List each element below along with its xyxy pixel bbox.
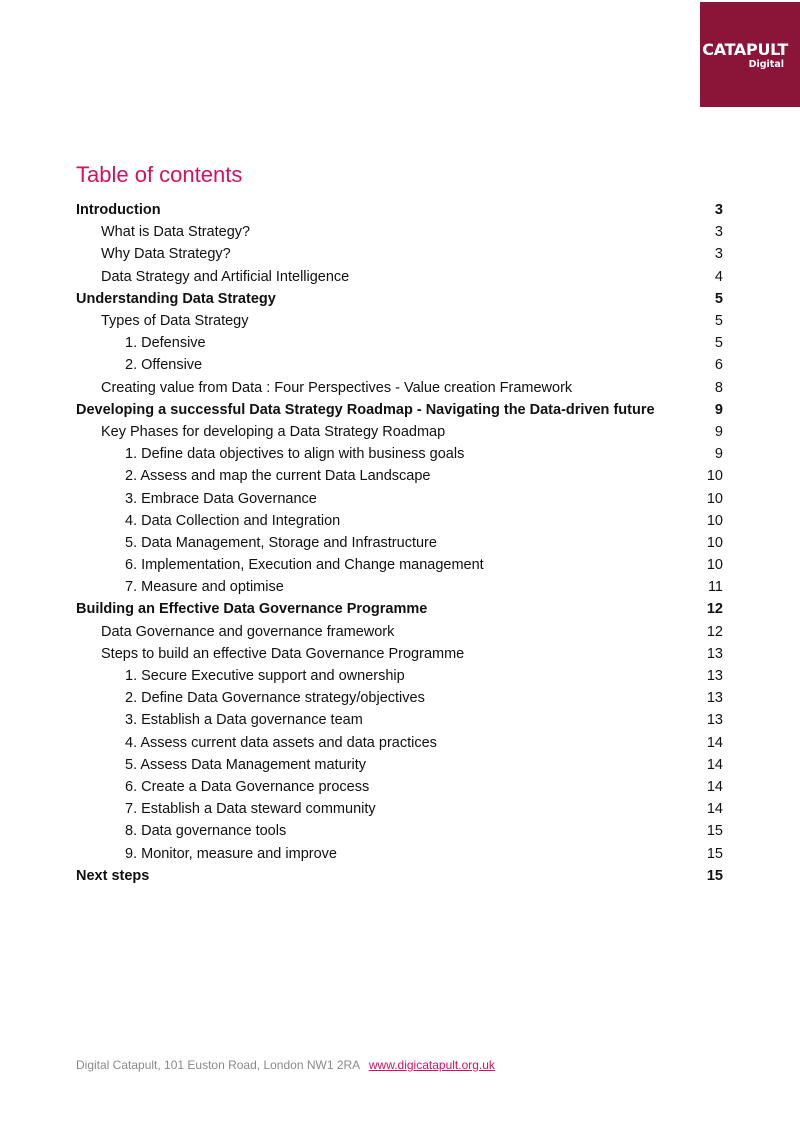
toc-entry[interactable] [76,643,723,665]
toc-entry[interactable] [76,554,723,576]
toc-entry-page: 15 [706,823,723,840]
footer [76,1058,495,1072]
logo-sub-text: Digital [748,59,784,70]
toc-entry[interactable] [76,732,723,754]
toc-entry[interactable] [76,243,723,265]
page-title: Table of contents [76,162,243,187]
toc-entry-title: Next steps [76,867,150,884]
toc-entry[interactable] [76,598,723,620]
footer-website-link[interactable]: www.digicatapult.org.uk [368,1058,495,1072]
toc-entry-title: Why Data Strategy? [101,246,231,263]
toc-entry-title: 9. Monitor, measure and improve [125,845,337,862]
toc-entry-title: 3. Establish a Data governance team [125,712,363,729]
toc-entry[interactable] [76,532,723,554]
toc-entry-page: 9 [714,423,723,440]
toc-entry-page: 10 [706,534,723,551]
toc-entry-title: Data Governance and governance framework [101,623,395,640]
logo-main-text: CATAPULT [702,40,788,59]
toc-entry-title: 7. Establish a Data steward community [125,801,376,818]
toc-entry-title: 2. Assess and map the current Data Landscape [125,468,431,485]
toc-entry-page: 6 [714,357,723,374]
toc-entry-title: 1. Secure Executive support and ownership [125,668,405,685]
toc-entry-page: 3 [714,202,723,219]
toc-entry-title: What is Data Strategy? [101,224,251,241]
toc-entry-page: 12 [706,601,723,618]
toc-entry[interactable] [76,621,723,643]
toc-entry[interactable] [76,354,723,376]
toc-entry-title: 6. Implementation, Execution and Change management [125,557,484,574]
toc-entry[interactable] [76,443,723,465]
toc-entry[interactable] [76,421,723,443]
toc-entry-page: 3 [714,246,723,263]
toc-entry-title: Data Strategy and Artificial Intelligence [101,268,350,285]
toc-entry-title: 2. Define Data Governance strategy/objectives [125,690,425,707]
toc-entry-page: 9 [714,446,723,463]
toc-entry[interactable] [76,199,723,221]
toc-entry[interactable] [76,665,723,687]
toc-entry-page: 9 [714,401,723,418]
toc-entry-page: 15 [706,867,723,884]
toc-entry-title: 5. Assess Data Management maturity [125,756,366,773]
toc-entry-page: 10 [706,512,723,529]
toc-entry-title: 5. Data Management, Storage and Infrastructure [125,534,437,551]
toc-entry-page: 5 [714,335,723,352]
table-of-contents [76,199,723,887]
toc-entry-title: 4. Assess current data assets and data practices [125,734,437,751]
toc-entry-title: Types of Data Strategy [101,313,249,330]
toc-entry-page: 14 [706,778,723,795]
footer-address: Digital Catapult, 101 Euston Road, London NW1 2RA [76,1058,360,1072]
toc-entry-title: Building an Effective Data Governance Programme [76,601,428,618]
toc-entry-page: 5 [714,313,723,330]
toc-entry[interactable] [76,487,723,509]
toc-entry-title: 3. Embrace Data Governance [125,490,317,507]
toc-entry-title: 1. Define data objectives to align with business goals [125,446,465,463]
toc-entry[interactable] [76,465,723,487]
catapult-logo [700,2,800,107]
toc-entry-page: 13 [706,645,723,662]
toc-entry-title: 1. Defensive [125,335,206,352]
toc-entry-title: 7. Measure and optimise [125,579,284,596]
toc-entry[interactable] [76,709,723,731]
toc-entry[interactable] [76,377,723,399]
toc-entry-title: Steps to build an effective Data Governance Programme [101,645,465,662]
toc-entry-title: 6. Create a Data Governance process [125,778,370,795]
toc-entry-page: 10 [706,468,723,485]
toc-entry-page: 13 [706,712,723,729]
toc-entry-page: 15 [706,845,723,862]
toc-entry[interactable] [76,776,723,798]
toc-entry-page: 13 [706,668,723,685]
toc-entry[interactable] [76,865,723,887]
toc-entry[interactable] [76,310,723,332]
toc-entry-page: 8 [714,379,723,396]
toc-entry[interactable] [76,399,723,421]
toc-entry[interactable] [76,510,723,532]
toc-entry-page: 12 [706,623,723,640]
toc-entry-title: 8. Data governance tools [125,823,287,840]
toc-entry-page: 11 [707,579,723,596]
toc-entry-title: Creating value from Data : Four Perspectives - Value creation Framework [101,379,573,396]
toc-entry-title: Key Phases for developing a Data Strategy Roadmap [101,423,446,440]
toc-entry[interactable] [76,221,723,243]
toc-entry-title: Understanding Data Strategy [76,290,276,307]
toc-entry[interactable] [76,842,723,864]
toc-entry[interactable] [76,754,723,776]
toc-entry-page: 14 [706,734,723,751]
toc-entry-page: 13 [706,690,723,707]
toc-entry[interactable] [76,266,723,288]
toc-entry-page: 4 [714,268,723,285]
toc-entry[interactable] [76,332,723,354]
toc-entry[interactable] [76,288,723,310]
toc-entry-page: 10 [706,557,723,574]
toc-entry-page: 14 [706,756,723,773]
toc-entry[interactable] [76,798,723,820]
toc-entry[interactable] [76,820,723,842]
toc-entry-page: 5 [714,290,723,307]
toc-entry-page: 10 [706,490,723,507]
toc-entry-title: 2. Offensive [125,357,203,374]
toc-entry-title: Introduction [76,202,161,219]
toc-entry-title: 4. Data Collection and Integration [125,512,341,529]
toc-entry-title: Developing a successful Data Strategy Roadmap - Navigating the Data-driven future [76,401,655,418]
toc-entry-page: 14 [706,801,723,818]
toc-entry-page: 3 [714,224,723,241]
toc-entry[interactable] [76,576,723,598]
toc-entry[interactable] [76,687,723,709]
